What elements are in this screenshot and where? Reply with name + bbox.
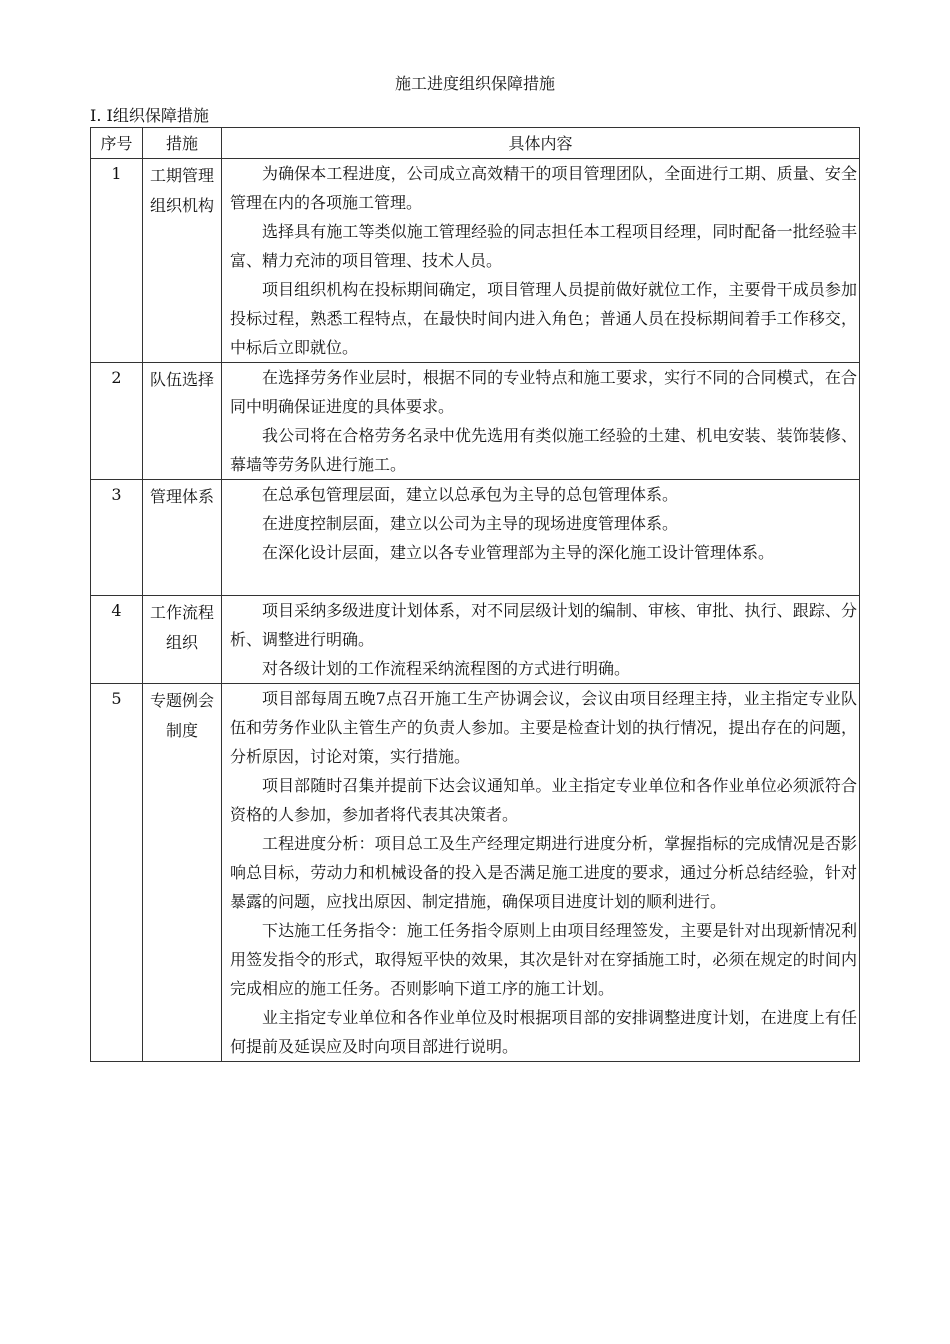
row-measure: 工作流程组织 xyxy=(143,596,222,684)
content-paragraph: 为确保本工程进度，公司成立高效精干的项目管理团队，全面进行工期、质量、安全管理在内的各项施工管理。 xyxy=(230,164,857,212)
row-no: 5 xyxy=(91,684,143,1062)
content-paragraph: 项目组织机构在投标期间确定，项目管理人员提前做好就位工作，主要骨干成员参加投标过程，熟悉工程特点，在最快时间内进入角色；普通人员在投标期间着手工作移交，中标后立即就位。 xyxy=(230,280,857,357)
row-measure: 专题例会制度 xyxy=(143,684,222,1062)
content-paragraph: 在进度控制层面，建立以公司为主导的现场进度管理体系。 xyxy=(262,514,679,533)
content-paragraph: 项目部随时召集并提前下达会议通知单。业主指定专业单位和各作业单位必须派符合资格的人参加，参加者将代表其决策者。 xyxy=(230,776,857,824)
row-content xyxy=(222,596,860,684)
content-paragraph: 下达施工任务指令：施工任务指令原则上由项目经理签发，主要是针对出现新情况利用签发指令的形式，取得短平快的效果，其次是针对在穿插施工时，必须在规定的时间内完成相应的施工任务。否则影响下道工序的施工计划。 xyxy=(230,921,857,998)
table-row xyxy=(91,480,860,596)
section-heading: I. I组织保障措施 xyxy=(90,106,209,125)
content-paragraph: 在深化设计层面，建立以各专业管理部为主导的深化施工设计管理体系。 xyxy=(262,543,775,562)
content-paragraph: 项目采纳多级进度计划体系，对不同层级计划的编制、审核、审批、执行、跟踪、分析、调整进行明确。 xyxy=(230,601,857,649)
row-content xyxy=(222,684,860,1062)
header-no xyxy=(91,128,143,159)
row-measure: 管理体系 xyxy=(143,480,222,596)
table-row xyxy=(91,159,860,363)
content-paragraph: 在选择劳务作业层时，根据不同的专业特点和施工要求，实行不同的合同模式，在合同中明确保证进度的具体要求。 xyxy=(230,368,857,416)
row-no: 4 xyxy=(91,596,143,684)
table-row xyxy=(91,363,860,480)
header-measure xyxy=(143,128,222,159)
content-paragraph: 工程进度分析：项目总工及生产经理定期进行进度分析，掌握指标的完成情况是否影响总目标，劳动力和机械设备的投入是否满足施工进度的要求，通过分析总结经验，针对暴露的问题，应找出原因、制定措施，确保项目进度计划的顺利进行。 xyxy=(230,834,857,911)
document-title: 施工进度组织保障措施 xyxy=(394,74,555,93)
measures-table xyxy=(90,127,860,1062)
row-no: 1 xyxy=(91,159,143,363)
content-paragraph: 项目部每周五晚7点召开施工生产协调会议，会议由项目经理主持，业主指定专业队伍和劳务作业队主管生产的负责人参加。主要是检查计划的执行情况，提出存在的问题，分析原因，讨论对策，实行措施。 xyxy=(230,689,857,766)
table-row xyxy=(91,596,860,684)
row-measure: 工期管理组织机构 xyxy=(143,159,222,363)
header-measure-label: 措施 xyxy=(165,134,198,153)
row-content xyxy=(222,363,860,480)
row-measure: 队伍选择 xyxy=(143,363,222,480)
content-paragraph: 业主指定专业单位和各作业单位及时根据项目部的安排调整进度计划，在进度上有任何提前及延误应及时向项目部进行说明。 xyxy=(230,1008,857,1056)
row-content xyxy=(222,480,860,596)
row-no: 3 xyxy=(91,480,143,596)
table-header-row xyxy=(91,128,860,159)
header-content-label: 具体内容 xyxy=(508,134,573,153)
row-no: 2 xyxy=(91,363,143,480)
table-row xyxy=(91,684,860,1062)
content-paragraph: 我公司将在合格劳务名录中优先选用有类似施工经验的土建、机电安装、装饰装修、幕墙等劳务队进行施工。 xyxy=(230,426,857,474)
header-no-label: 序号 xyxy=(100,134,133,153)
content-paragraph: 对各级计划的工作流程采纳流程图的方式进行明确。 xyxy=(262,659,631,678)
header-content xyxy=(222,128,860,159)
row-content xyxy=(222,159,860,363)
content-paragraph: 在总承包管理层面，建立以总承包为主导的总包管理体系。 xyxy=(262,485,679,504)
content-paragraph: 选择具有施工等类似施工管理经验的同志担任本工程项目经理，同时配备一批经验丰富、精力充沛的项目管理、技术人员。 xyxy=(230,222,857,270)
